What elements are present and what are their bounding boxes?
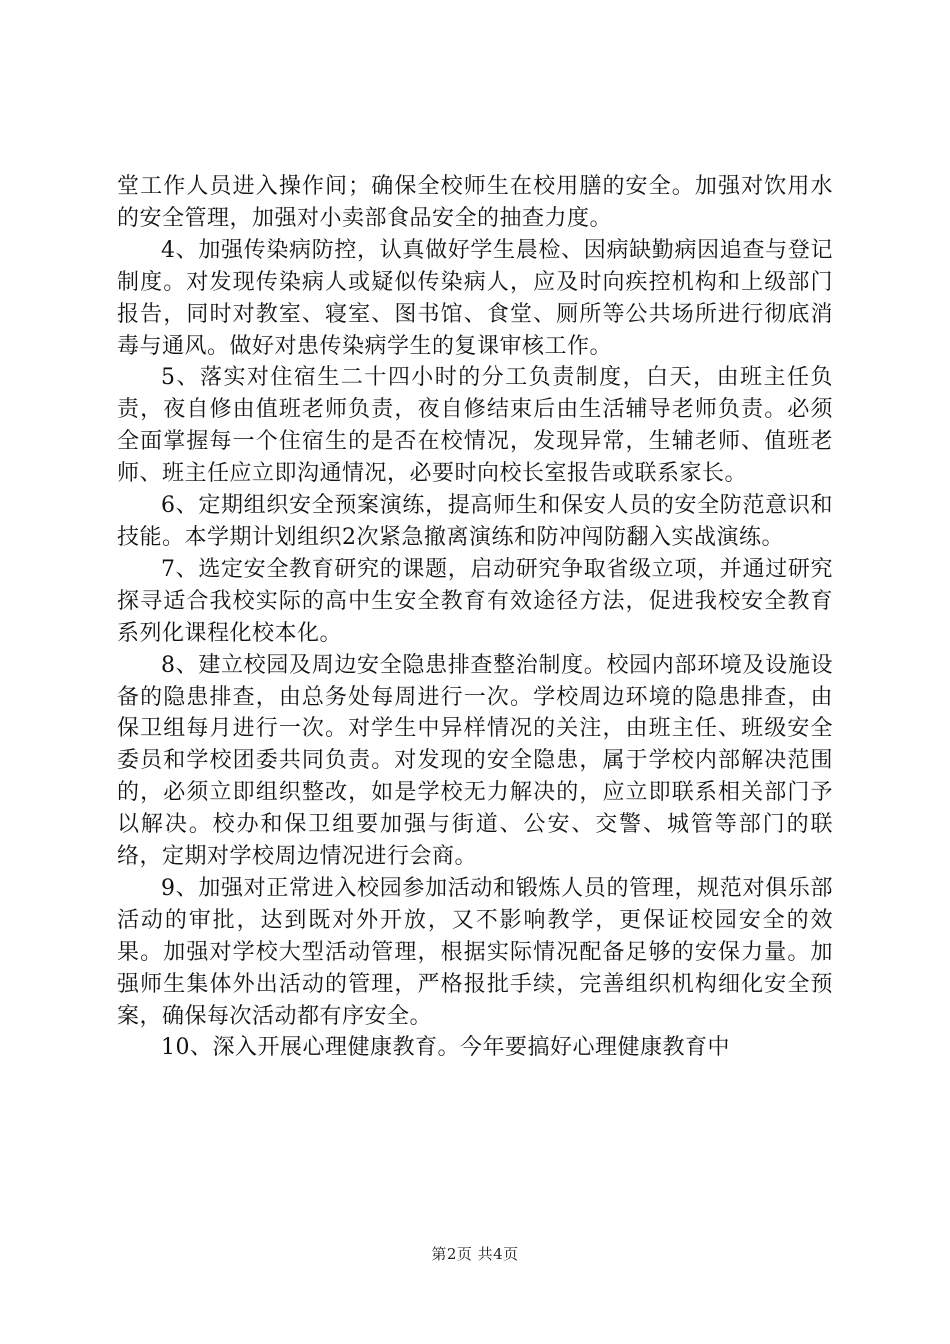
- page-footer: 第2页 共4页: [431, 1245, 519, 1263]
- paragraph-1: 堂工作人员进入操作间；确保全校师生在校用膳的安全。加强对饮用水的安全管理，加强对小卖部食品安全的抽查力度。: [117, 174, 833, 231]
- paragraph-4: 6、定期组织安全预案演练，提高师生和保安人员的安全防范意识和技能。本学期计划组织2次紧急撤离演练和防冲闯防翻入实战演练。: [117, 493, 833, 550]
- paragraph-8: 10、深入开展心理健康教育。今年要搞好心理健康教育中: [161, 1035, 730, 1061]
- paragraph-3: 5、落实对住宿生二十四小时的分工负责制度，白天，由班主任负责，夜自修由值班老师负责，夜自修结束后由生活辅导老师负责。必须全面掌握每一个住宿生的是否在校情况，发现异常，生辅老师、值班老师、班主任应立即沟通情况，必要时向校长室报告或联系家长。: [117, 365, 833, 487]
- paragraph-5: 7、选定安全教育研究的课题，启动研究争取省级立项，并通过研究探寻适合我校实际的高中生安全教育有效途径方法，促进我校安全教育系列化课程化校本化。: [117, 556, 833, 646]
- document-body: [117, 171, 833, 1064]
- paragraph-2: 4、加强传染病防控，认真做好学生晨检、因病缺勤病因追查与登记制度。对发现传染病人或疑似传染病人，应及时向疾控机构和上级部门报告，同时对教室、寝室、图书馆、食堂、厕所等公共场所进行彻底消毒与通风。做好对患传染病学生的复课审核工作。: [117, 237, 833, 359]
- paragraph-6: 8、建立校园及周边安全隐患排查整治制度。校园内部环境及设施设备的隐患排查，由总务处每周进行一次。学校周边环境的隐患排查，由保卫组每月进行一次。对学生中异样情况的关注，由班主任、班级安全委员和学校团委共同负责。对发现的安全隐患，属于学校内部解决范围的，必须立即组织整改，如是学校无力解决的，应立即联系相关部门予以解决。校办和保卫组要加强与街道、公安、交警、城管等部门的联络，定期对学校周边情况进行会商。: [117, 652, 833, 870]
- paragraph-7: 9、加强对正常进入校园参加活动和锻炼人员的管理，规范对俱乐部活动的审批，达到既对外开放，又不影响教学，更保证校园安全的效果。加强对学校大型活动管理，根据实际情况配备足够的安保力量。加强师生集体外出活动的管理，严格报批手续，完善组织机构细化安全预案，确保每次活动都有序安全。: [117, 875, 833, 1029]
